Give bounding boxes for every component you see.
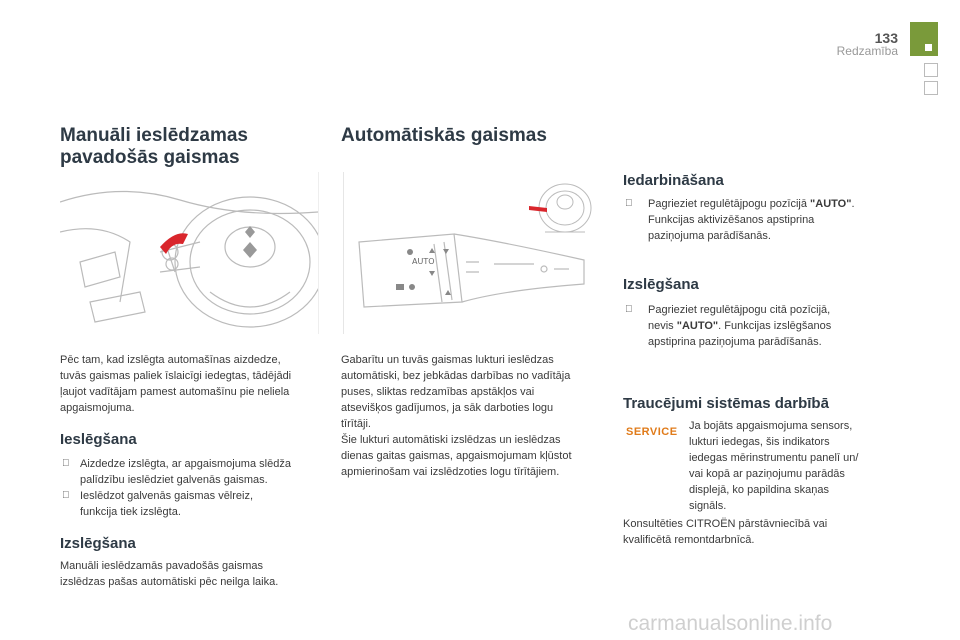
activation-heading: Iedarbināšana [623, 172, 724, 189]
text-line: puses, sliktas redzamības apstākļos vai [341, 386, 535, 398]
text-line: tuvās gaismas paliek īslaicīgi iedegtas, tādējādi [60, 370, 292, 382]
left-intro [60, 352, 320, 416]
steering-wheel-image [60, 172, 318, 334]
text-line: Manuāli ieslēdzamās pavadošās gaismas [60, 560, 263, 572]
left-title-line: pavadošās gaismas [60, 147, 240, 168]
left-title [60, 125, 248, 169]
text-line: paziņojuma parādīšanās. [648, 230, 771, 242]
text-line: signāls. [689, 500, 727, 512]
text-line: atsevišķos gadījumos, ja sāk darboties logu [341, 402, 554, 414]
text-line: Konsultēties CITROËN pārstāvniecībā vai [623, 518, 828, 530]
auto-keyword: "AUTO" [676, 320, 719, 332]
text-line: ļaujot vadītājam pamest automašīnu pie neliela [60, 386, 290, 398]
text-span: nevis [648, 320, 677, 332]
switch-on-item-2 [80, 488, 330, 520]
switch-off-text [60, 558, 320, 590]
text-line: palīdzību ieslēdziet galvenās gaismas. [80, 474, 268, 486]
fault-text [689, 418, 899, 514]
chapter-tab-empty[interactable] [924, 63, 938, 77]
text-line: displejā, ko papildina skaņas [689, 484, 830, 496]
text-line: Pagrieziet regulētājpogu citā pozīcijā, [648, 304, 831, 316]
text-line: dienas gaitas gaismas, apgaismojumam kļūstot [341, 450, 572, 462]
chapter-tab[interactable] [910, 22, 938, 56]
text-line [648, 196, 898, 212]
text-line: Aizdedze izslēgta, ar apgaismojuma slēdža [80, 458, 291, 470]
page-number: 133 [874, 30, 898, 46]
text-line: Pēc tam, kad izslēgta automašīnas aizdedze, [60, 354, 281, 366]
text-line: automātiski, bez jebkādas darbības no vadītāja [341, 370, 571, 382]
text-line: Šie lukturi automātiski izslēdzas un ieslēdzas [341, 434, 561, 446]
text-line: Gabarītu un tuvās gaismas lukturi ieslēdzas [341, 354, 554, 366]
text-line [648, 318, 898, 334]
text-line: kvalificētā remontdarbnīcā. [623, 534, 755, 546]
text-line: Funkcijas aktivizēšanos apstiprina [648, 214, 815, 226]
switch-off-heading: Izslēgšana [60, 535, 136, 552]
text-line: apstiprina paziņojuma parādīšanās. [648, 336, 822, 348]
bullet-icon [625, 304, 633, 315]
text-line: izslēdzas pašas automātiski pēc neilga laika. [60, 576, 279, 588]
deactivation-text [648, 302, 898, 350]
text-line: lukturi iedegas, šis indikators [689, 436, 830, 448]
switch-on-heading: Ieslēgšana [60, 431, 137, 448]
auto-keyword: "AUTO" [810, 198, 852, 210]
bullet-icon [62, 490, 70, 501]
dashboard-illustration [60, 172, 319, 334]
text-line: vai kopā ar paziņojumu parādās [689, 468, 845, 480]
text-span: . Funkcijas izslēgšanos [718, 320, 832, 332]
highlight-arrow [160, 233, 188, 254]
text-span: . [851, 198, 855, 210]
service-warning-icon: SERVICE [626, 426, 678, 438]
text-line: funkcija tiek izslēgta. [80, 506, 181, 518]
bullet-icon [625, 198, 633, 209]
deactivation-heading: Izslēgšana [623, 276, 699, 293]
text-line: apgaismojuma. [60, 402, 135, 414]
highlight-stalk [529, 206, 547, 212]
steering-wheel-small-image [525, 172, 597, 244]
left-title-line: Manuāli ieslēdzamas [60, 125, 248, 146]
section-title: Redzamība [836, 44, 898, 58]
consult-dealer-text [623, 516, 898, 548]
tab-marker-icon [925, 44, 932, 51]
switch-on-item-1 [80, 456, 330, 488]
text-line: apmierinošam vai izslēdzoties logu tīrītājiem. [341, 466, 560, 478]
text-line: Ja bojāts apgaismojuma sensors, [689, 420, 853, 432]
text-line: iedegas mērinstrumentu panelī un/ [689, 452, 859, 464]
text-line: tīrītāji. [341, 418, 371, 430]
fault-heading: Traucējumi sistēmas darbībā [623, 395, 829, 412]
middle-title: Automātiskās gaismas [341, 125, 547, 146]
activation-text [648, 196, 898, 244]
bullet-icon [62, 458, 70, 469]
auto-lights-description [341, 352, 606, 480]
auto-label: AUTO [412, 257, 435, 266]
text-line: Ieslēdzot galvenās gaismas vēlreiz, [80, 490, 254, 502]
text-span: Pagrieziet regulētājpogu pozīcijā [648, 198, 811, 210]
chapter-tab-empty[interactable] [924, 81, 938, 95]
steering-wheel-thumbnail [525, 172, 597, 244]
watermark: carmanualsonline.info [628, 612, 833, 635]
